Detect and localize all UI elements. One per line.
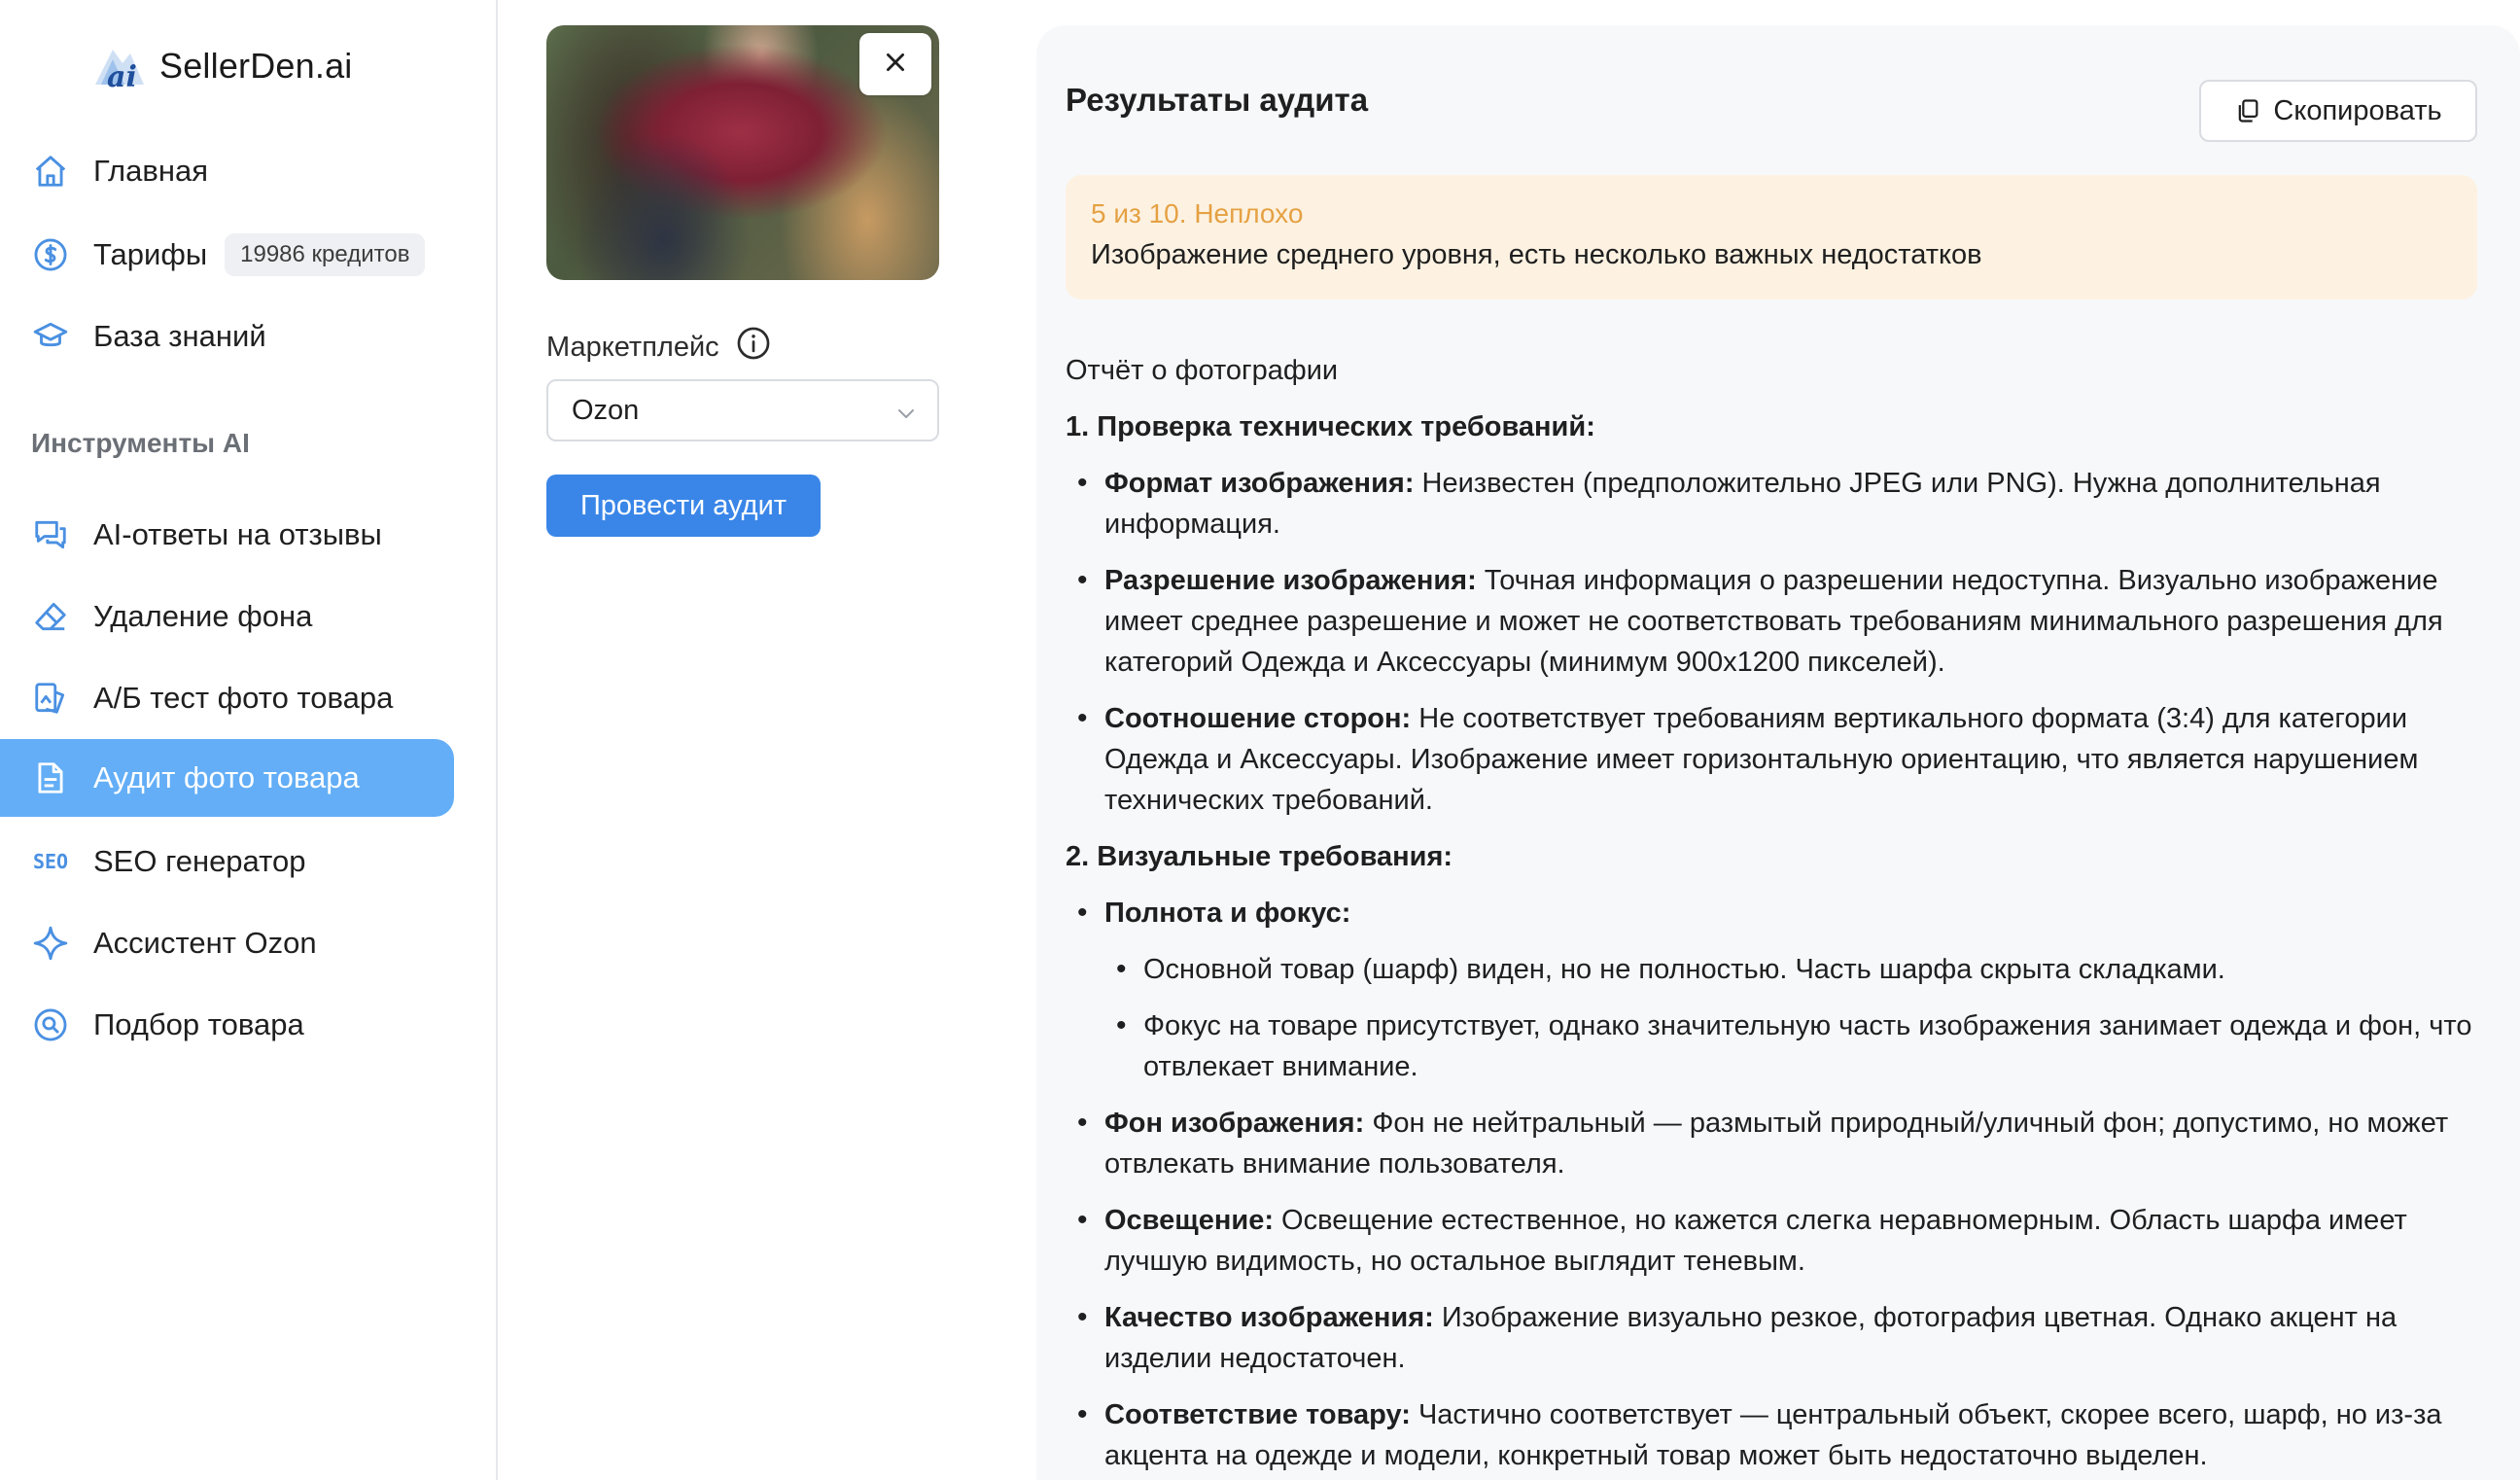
sidebar-item-ab-test[interactable] (0, 659, 457, 737)
home-icon (29, 150, 72, 193)
report-section-1-list (1066, 463, 2485, 821)
svg-text:ai: ai (107, 60, 137, 90)
sidebar-item-label: А/Б тест фото товара (93, 681, 394, 715)
sidebar-item-ozon-assistant[interactable] (0, 904, 457, 982)
sidebar-item-label: SEO генератор (93, 844, 306, 878)
search-product-icon (29, 1004, 72, 1046)
sidebar-item-seo-generator[interactable] (0, 823, 457, 900)
list-item: • Соответствие товару: Частично соответствует — центральный объект, скорее всего, шарф, но из-за акцента на одежде и модели, конкретный товар может быть недостаточно выделен. (1066, 1394, 2485, 1476)
chat-icon (29, 513, 72, 556)
results-title: Результаты аудита (1066, 82, 1369, 118)
sidebar-item-pricing[interactable] (0, 216, 457, 294)
score-description: Изображение среднего уровня, есть несколько важных недостатков (1091, 239, 1982, 270)
report-heading: Отчёт о фотографии (1066, 355, 1339, 386)
sidebar-item-knowledge-base[interactable] (0, 298, 457, 375)
list-item: • Соотношение сторон: Не соответствует требованиям вертикального формата (3:4) для категории Одежда и Аксессуары. Изображение имеет горизонтальную ориентацию, что является нарушением технических требований. (1066, 698, 2485, 821)
sparkle-icon (29, 922, 72, 965)
list-item: • Качество изображения: Изображение визуально резкое, фотография цветная. Однако акцент на изделии недостаточен. (1066, 1297, 2485, 1379)
close-icon (883, 50, 908, 80)
info-icon[interactable] (735, 325, 772, 370)
report-section-2-list (1066, 893, 2485, 1476)
list-item: • Фон изображения: Фон не нейтральный — размытый природный/уличный фон; допустимо, но может отвлекать внимание пользователя. (1066, 1103, 2485, 1184)
copy-button-label: Скопировать (2273, 94, 2442, 126)
app-logo[interactable] (91, 39, 353, 93)
ab-test-icon (29, 677, 72, 720)
run-audit-button[interactable]: Провести аудит (546, 475, 821, 537)
graduation-cap-icon (29, 315, 72, 358)
sidebar-item-label: Подбор товара (93, 1007, 304, 1041)
chevron-down-icon (894, 401, 918, 433)
logo-mark-icon (91, 42, 150, 90)
report-section-1-title: 1. Проверка технических требований: (1066, 411, 1595, 442)
list-item: • Формат изображения: Неизвестен (предположительно JPEG или PNG). Нужна дополнительная информация. (1066, 463, 2485, 545)
sidebar-item-photo-audit[interactable] (0, 739, 454, 817)
list-item: • Основной товар (шарф) виден, но не полностью. Часть шарфа скрыта складками. (1066, 949, 2485, 990)
sidebar-item-label: Ассистент Ozon (93, 926, 317, 960)
document-icon (29, 757, 72, 799)
list-item: • Фокус на товаре присутствует, однако значительную часть изображения занимает одежда и фон, что отвлекает внимание. (1066, 1005, 2485, 1087)
sidebar-item-ai-reviews[interactable] (0, 496, 457, 574)
marketplace-label: Маркетплейс (546, 325, 772, 370)
copy-button[interactable] (2199, 80, 2477, 142)
sidebar-item-label: Главная (93, 154, 208, 188)
copy-icon (2234, 97, 2261, 124)
credits-badge: 19986 кредитов (225, 233, 425, 276)
sidebar-item-home[interactable] (0, 132, 457, 210)
sidebar-item-label: Аудит фото товара (93, 760, 360, 794)
sidebar-item-product-search[interactable] (0, 986, 457, 1064)
marketplace-select[interactable] (546, 379, 939, 441)
list-item: • Полнота и фокус: (1066, 893, 2485, 934)
list-item: • Разрешение изображения: Точная информация о разрешении недоступна. Визуально изображение имеет среднее разрешение и может не соответствовать требованиям минимального разрешения для категорий Одежда и Аксессуары (минимум 900x1200 пикселей). (1066, 560, 2485, 683)
app-name: SellerDen.ai (159, 46, 353, 86)
sidebar-item-label: AI-ответы на отзывы (93, 517, 382, 551)
score-card (1066, 175, 2477, 300)
sidebar-item-label: База знаний (93, 319, 266, 353)
sidebar-item-label: Тарифы (93, 237, 208, 271)
dollar-icon (29, 233, 72, 276)
remove-photo-button[interactable] (859, 33, 931, 95)
sidebar-item-label: Удаление фона (93, 599, 313, 633)
marketplace-select-value: Ozon (572, 394, 640, 426)
report-section-2-title: 2. Визуальные требования: (1066, 841, 1453, 872)
list-item: • Освещение: Освещение естественное, но кажется слегка неравномерным. Область шарфа имеет лучшую видимость, но остальное выглядит теневым. (1066, 1200, 2485, 1282)
sidebar (0, 0, 498, 1480)
section-title-ai-tools: Инструменты AI (31, 428, 250, 458)
score-title: 5 из 10. Неплохо (1091, 198, 1304, 229)
eraser-icon (29, 595, 72, 638)
audit-report (1066, 350, 2485, 1480)
seo-icon: SEO (32, 850, 69, 873)
sidebar-item-background-removal[interactable] (0, 578, 457, 655)
